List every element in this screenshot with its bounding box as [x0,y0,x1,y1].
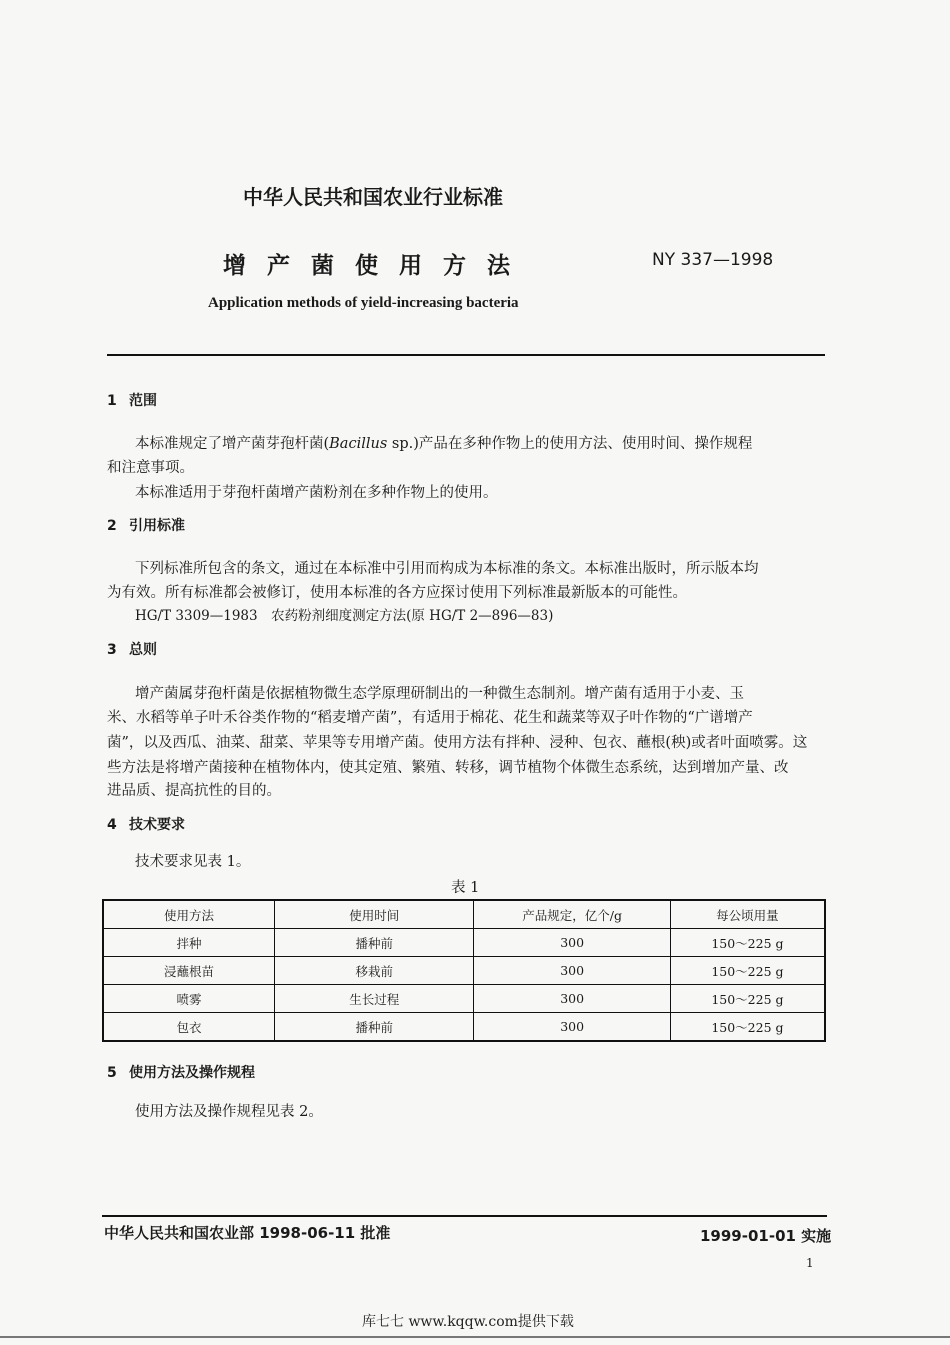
section-3-line: 菌”，以及西瓜、油菜、甜菜、苹果等专用增产菌。使用方法有拌种、浸种、包衣、蘸根(秧)或者叶面喷雾。这 [107,735,808,751]
section-3-line: 些方法是将增产菌接种在植物体内，使其定殖、繁殖、转移，调节植物个体微生态系统，达到增加产量、改 [107,760,789,776]
section-1-para-2: 本标准适用于芽孢杆菌增产菌粉剂在多种作物上的使用。 [135,485,498,501]
document-category-title: 中华人民共和国农业行业标准 [243,185,503,209]
section-title: 范围 [129,393,157,409]
approval-line: 中华人民共和国农业部 1998-06-11 批准 [104,1224,391,1242]
table-row [103,929,825,957]
table-cell: 喷雾 [103,985,275,1013]
section-number: 3 [107,642,117,658]
table-cell: 播种前 [275,1013,474,1042]
text-run: sp.)产品在多种作物上的使用方法、使用时间、操作规程 [387,436,753,452]
section-5-para: 使用方法及操作规程见表 2。 [135,1104,323,1120]
section-number: 4 [107,817,117,833]
table-header-cell: 产品规定，亿个/g [474,900,670,929]
section-2-heading [107,515,185,535]
section-title: 技术要求 [129,817,185,833]
table-cell: 300 [474,957,670,985]
table-cell: 150～225 g [670,985,825,1013]
table-header-cell: 使用方法 [103,900,275,929]
section-number: 2 [107,518,117,534]
section-1-para-1-line-1 [135,432,752,453]
table-cell: 300 [474,929,670,957]
page-number: 1 [806,1256,814,1270]
table-cell: 播种前 [275,929,474,957]
header-divider [107,354,825,356]
section-2-para-line-2: 为有效。所有标准都会被修订，使用本标准的各方应探讨使用下列标准最新版本的可能性。 [107,585,687,601]
table-cell: 移栽前 [275,957,474,985]
section-2-para-line-1: 下列标准所包含的条文，通过在本标准中引用而构成为本标准的条文。本标准出版时，所示版本均 [135,561,759,577]
scan-edge-line [0,1336,950,1338]
section-3-heading [107,639,157,659]
section-3-line: 进品质、提高抗性的目的。 [107,783,281,799]
table-cell: 生长过程 [275,985,474,1013]
text-run: 本标准规定了增产菌芽孢杆菌( [135,436,330,452]
section-4-heading [107,814,185,834]
section-1-para-1-line-2: 和注意事项。 [107,460,194,476]
section-title: 总则 [129,642,157,658]
standard-title: 增产菌使用方法 [223,253,531,279]
standard-number: NY 337—1998 [652,250,774,270]
section-title: 使用方法及操作规程 [129,1065,255,1081]
table-cell: 150～225 g [670,929,825,957]
footer-divider [102,1215,827,1217]
section-3-line: 增产菌属芽孢杆菌是依据植物微生态学原理研制出的一种微生态制剂。增产菌有适用于小麦、玉 [135,686,744,702]
section-3-line: 米、水稻等单子叶禾谷类作物的“稻麦增产菌”，有适用于棉花、花生和蔬菜等双子叶作物的“广谱增产 [107,710,753,726]
table-row [103,957,825,985]
section-1-heading [107,390,157,410]
download-watermark: 库七七 www.kqqw.com提供下载 [362,1314,574,1330]
table-cell: 拌种 [103,929,275,957]
normative-reference: HG/T 3309—1983 农药粉剂细度测定方法(原 HG/T 2—896—83) [135,608,554,624]
table-row [103,1013,825,1042]
section-4-para: 技术要求见表 1。 [135,854,251,870]
italic-genus: Bacillus [329,436,388,452]
section-5-heading [107,1062,255,1082]
english-title: Application methods of yield-increasing bacteria [208,295,519,311]
section-title: 引用标准 [129,518,185,534]
table-cell: 300 [474,985,670,1013]
table-header-cell: 每公顷用量 [670,900,825,929]
table-row [103,985,825,1013]
table-cell: 300 [474,1013,670,1042]
table-caption: 表 1 [451,880,480,896]
section-number: 5 [107,1065,117,1081]
section-number: 1 [107,393,117,409]
table-cell: 150～225 g [670,957,825,985]
table-cell: 浸蘸根苗 [103,957,275,985]
table-header-row [103,900,825,929]
table-cell: 包衣 [103,1013,275,1042]
table-header-cell: 使用时间 [275,900,474,929]
technical-requirements-table [102,899,826,1042]
table-cell: 150～225 g [670,1013,825,1042]
effective-date: 1999-01-01 实施 [700,1227,832,1245]
